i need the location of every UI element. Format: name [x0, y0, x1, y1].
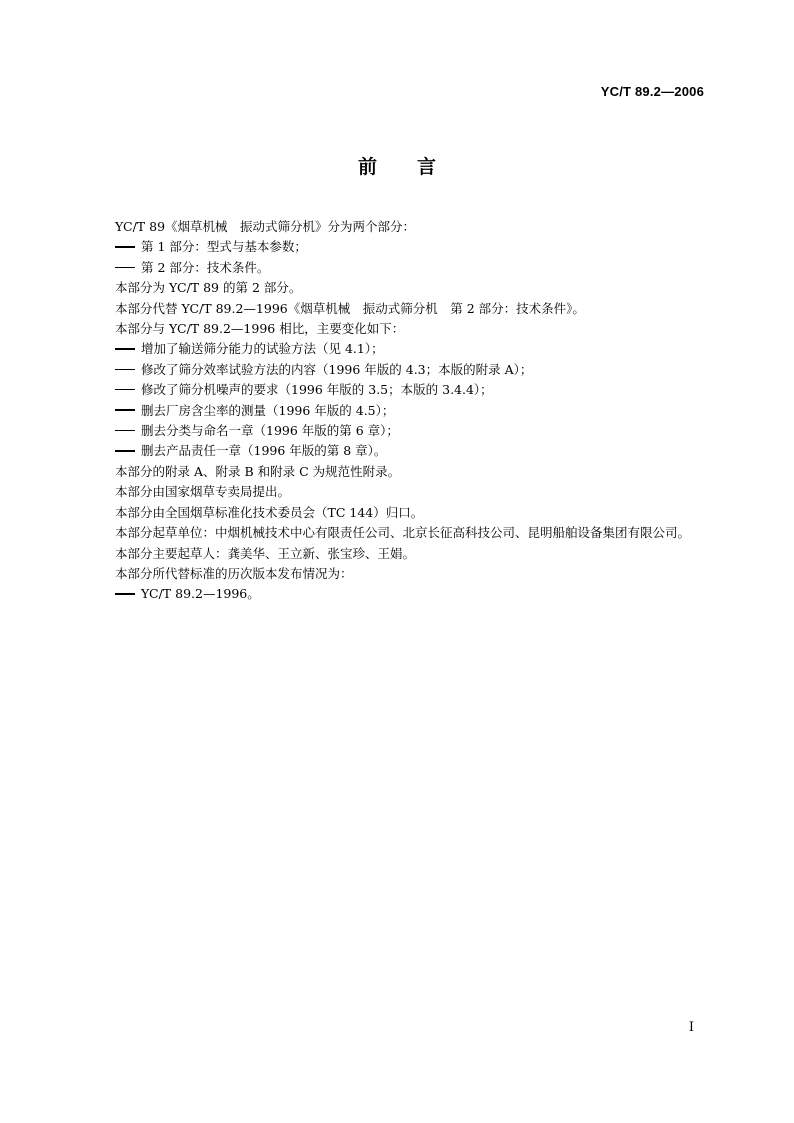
- list-item: [90, 401, 708, 421]
- paragraph: 本部分起草单位：中烟机械技术中心有限责任公司、北京长征高科技公司、昆明船舶设备集团有限公司。: [115, 525, 691, 541]
- list-item-text: 修改了筛分效率试验方法的内容（1996 年版的 4.3；本版的附录 A）；: [141, 361, 533, 377]
- dash-mark: [115, 348, 135, 349]
- paragraph: 本部分代替 YC/T 89.2—1996《烟草机械 振动式筛分机 第 2 部分：技术条件》。: [115, 300, 585, 316]
- paragraph: 本部分所代替标准的历次版本发布情况为：: [115, 565, 353, 581]
- list-item-text: 删去产品责任一章（1996 年版的第 8 章）。: [141, 443, 387, 459]
- dash-mark: [115, 450, 135, 451]
- paragraph: 本部分由全国烟草标准化技术委员会（TC 144）归口。: [115, 504, 424, 520]
- list-item-text: 删去分类与命名一章（1996 年版的第 6 章）；: [141, 423, 399, 439]
- document-body: [90, 217, 708, 605]
- list-item: [90, 339, 708, 359]
- list-item: [90, 421, 708, 441]
- paragraph: 本部分由国家烟草专卖局提出。: [115, 484, 291, 500]
- list-item-text: 第 1 部分：型式与基本参数；: [141, 239, 307, 255]
- list-item: [90, 380, 708, 400]
- paragraph: 本部分主要起草人：龚美华、王立新、张宝珍、王娟。: [115, 545, 416, 561]
- dash-mark: [115, 430, 135, 431]
- dash-mark: [115, 389, 135, 390]
- standard-number: YC/T 89.2—2006: [600, 84, 704, 99]
- list-item: [90, 441, 708, 461]
- dash-mark: [115, 593, 135, 594]
- list-item: [90, 584, 708, 604]
- list-item-text: 第 2 部分：技术条件。: [141, 259, 270, 275]
- list-item: [90, 237, 708, 257]
- dash-mark: [115, 246, 135, 247]
- list-item-text: 修改了筛分机噪声的要求（1996 年版的 3.5；本版的 3.4.4）；: [141, 382, 493, 398]
- list-item: [90, 258, 708, 278]
- dash-mark: [115, 409, 135, 410]
- dash-mark: [115, 267, 135, 268]
- paragraph: 本部分的附录 A、附录 B 和附录 C 为规范性附录。: [115, 463, 401, 479]
- paragraph: YC/T 89《烟草机械 振动式筛分机》分为两个部分：: [115, 219, 416, 234]
- list-item-text: 增加了输送筛分能力的试验方法（见 4.1）；: [141, 341, 384, 357]
- paragraph: 本部分为 YC/T 89 的第 2 部分。: [115, 280, 302, 296]
- dash-mark: [115, 369, 135, 370]
- list-item-text: 删去厂房含尘率的测量（1996 年版的 4.5）；: [141, 402, 395, 418]
- list-item-text: YC/T 89.2—1996。: [141, 586, 260, 602]
- page-title: 前言: [357, 156, 476, 178]
- page-number: I: [688, 1020, 694, 1035]
- list-item: [90, 360, 708, 380]
- paragraph: 本部分与 YC/T 89.2—1996 相比，主要变化如下：: [115, 321, 405, 337]
